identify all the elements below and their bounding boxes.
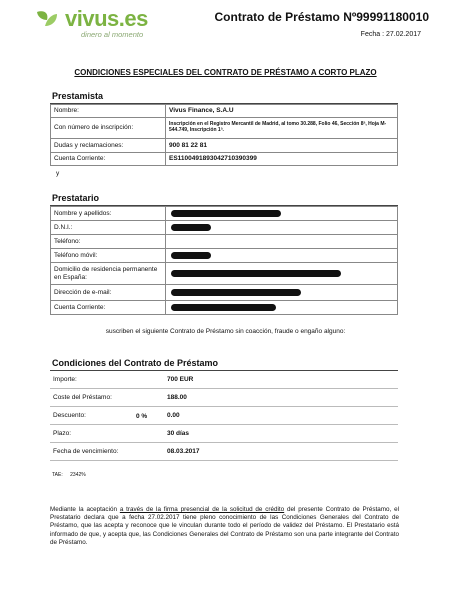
- redacted-value: [166, 207, 398, 221]
- acceptance-paragraph: [50, 506, 399, 547]
- table-row: [50, 371, 398, 389]
- redacted-value: [166, 285, 398, 301]
- row-label: Plazo:: [50, 425, 164, 443]
- table-row: [51, 207, 398, 221]
- row-label: Coste del Préstamo:: [50, 389, 164, 407]
- tae-line: [52, 472, 92, 478]
- table-row: [51, 263, 398, 285]
- main-heading: CONDICIONES ESPECIALES DEL CONTRATO DE PRÉSTAMO A CORTO PLAZO: [74, 68, 377, 77]
- table-row: [51, 285, 398, 301]
- leaf-icon: [35, 10, 59, 28]
- table-row: [50, 407, 398, 425]
- table-row: [51, 105, 398, 118]
- empty-value: [166, 235, 398, 249]
- table-row: [50, 389, 398, 407]
- table-row: [51, 249, 398, 263]
- descuento-value-cell: [164, 407, 398, 425]
- table-row: [51, 221, 398, 235]
- prestatario-table: [50, 206, 398, 315]
- paragraph-underlined: a través de la firma presencial de la solicitud de crédito: [119, 506, 285, 513]
- table-row: [51, 118, 398, 139]
- tae-value: 2342%: [70, 472, 86, 478]
- row-label: Importe:: [50, 371, 164, 389]
- prestamista-table: [50, 104, 398, 166]
- brand-tagline: dinero al momento: [81, 30, 144, 39]
- table-row: [50, 443, 398, 461]
- row-label: Dudas y reclamaciones:: [51, 139, 166, 153]
- table-row: [51, 235, 398, 249]
- row-label: Cuenta Corriente:: [51, 301, 166, 315]
- redacted-value: [166, 221, 398, 235]
- paragraph-part1: Mediante la aceptación: [50, 506, 120, 513]
- redacted-value: [166, 301, 398, 315]
- tae-label: TAE:: [52, 472, 63, 478]
- row-label: Con número de inscripción:: [51, 118, 166, 139]
- table-row: [51, 153, 398, 166]
- row-label: Teléfono:: [51, 235, 166, 249]
- vencimiento-value: 08.03.2017: [164, 443, 398, 461]
- row-value: Inscripción en el Registro Mercantil de Madrid, al tomo 30.288, Folio 46, Sección 8ª, Hoja M-544.749, Inscripción 1ª.: [166, 118, 398, 139]
- vivus-logo: [35, 8, 175, 40]
- row-label: Domicilio de residencia permanente en España:: [51, 263, 166, 285]
- section-title-prestamista: Prestamista: [52, 91, 104, 101]
- row-label: Cuenta Corriente:: [51, 153, 166, 166]
- row-label: D.N.I.:: [51, 221, 166, 235]
- plazo-value: 30 días: [164, 425, 398, 443]
- row-value: ES1100491893042710390399: [166, 153, 398, 166]
- section-title-condiciones: Condiciones del Contrato de Préstamo: [52, 358, 219, 368]
- redacted-value: [166, 249, 398, 263]
- row-value: Vivus Finance, S.A.U: [166, 105, 398, 118]
- descuento-percent: 0 %: [136, 413, 148, 420]
- row-label: Dirección de e-mail:: [51, 285, 166, 301]
- contract-date: Fecha : 27.02.2017: [360, 31, 421, 38]
- row-value: 900 81 22 81: [166, 139, 398, 153]
- condiciones-table: [50, 371, 398, 461]
- row-label: Nombre:: [51, 105, 166, 118]
- coste-value: 188.00: [164, 389, 398, 407]
- row-label: Nombre y apellidos:: [51, 207, 166, 221]
- table-row: [51, 139, 398, 153]
- contract-title: Contrato de Préstamo Nº99991180010: [214, 10, 429, 24]
- row-label: Fecha de vencimiento:: [50, 443, 164, 461]
- table-row: [50, 425, 398, 443]
- redacted-value: [166, 263, 398, 285]
- connector-text: y: [56, 170, 60, 177]
- descuento-value: 0.00: [167, 412, 180, 419]
- section-title-prestatario: Prestatario: [52, 193, 100, 203]
- importe-value: 700 EUR: [164, 371, 398, 389]
- row-label: Descuento:: [53, 412, 86, 419]
- table-row: [51, 301, 398, 315]
- paragraph-part2: del presente Contrato de Préstamo, el Prestatario declara que a fecha 27.02.2017 tiene pleno conocimiento de las Condiciones Generales del Contrato de Préstamo, que las acepta y reconoce que le vinculan durante todo el período de validez del Préstamo. El Prestatario está informado de que, y acepta que, las Condiciones Generales del Contrato de Préstamo son una parte integrante del Contrato de Préstamo.: [50, 506, 399, 546]
- suscriben-text: suscriben el siguiente Contrato de Préstamo sin coacción, fraude o engaño alguno:: [105, 328, 346, 335]
- brand-name: vivus.es: [65, 6, 148, 31]
- row-label: Teléfono móvil:: [51, 249, 166, 263]
